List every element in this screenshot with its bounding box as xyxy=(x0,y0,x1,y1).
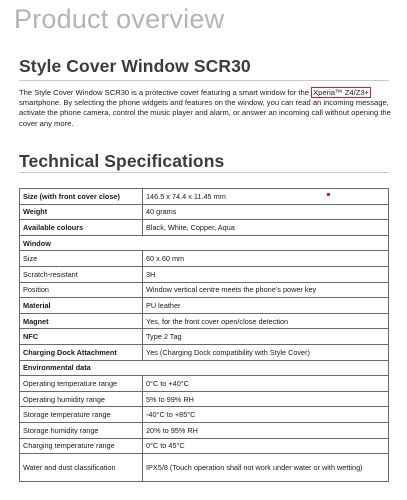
spec-value: Type 2 Tag xyxy=(143,329,389,345)
spec-key: Size xyxy=(20,251,143,267)
spec-key: Scratch-resistant xyxy=(20,266,143,282)
product-heading: Style Cover Window SCR30 xyxy=(19,56,251,76)
spec-key: Water and dust classification xyxy=(20,454,143,482)
spec-key: Position xyxy=(20,282,143,298)
product-description xyxy=(19,88,394,129)
spec-row xyxy=(20,313,389,329)
annotation-mark xyxy=(327,193,330,196)
spec-row xyxy=(20,329,389,345)
section-divider xyxy=(19,172,389,173)
spec-row xyxy=(20,376,389,392)
spec-heading: Technical Specifications xyxy=(19,151,225,171)
spec-key: Operating humidity range xyxy=(20,391,143,407)
highlighted-model: Xperia™ Z4/Z3+ xyxy=(313,88,369,97)
spec-value: 3H xyxy=(143,266,389,282)
spec-value: -40°C to +85°C xyxy=(143,407,389,423)
spec-key: NFC xyxy=(20,329,143,345)
spec-row xyxy=(20,344,389,360)
spec-key: Size (with front cover close) xyxy=(20,189,143,205)
spec-row xyxy=(20,391,389,407)
spec-row xyxy=(20,251,389,267)
spec-key: Charging temperature range xyxy=(20,438,143,454)
spec-section-row xyxy=(20,360,389,376)
spec-row xyxy=(20,298,389,314)
spec-value: Window vertical centre meets the phone’s power key xyxy=(143,282,389,298)
spec-value: IPX5/8 (Touch operation shall not work under water or with wetting) xyxy=(143,454,389,482)
spec-value: Black, White, Copper, Aqua xyxy=(143,220,389,236)
spec-row xyxy=(20,422,389,438)
description-text: The Style Cover Window SCR30 is a protective cover featuring a smart window for the xyxy=(19,88,312,97)
spec-key: Material xyxy=(20,298,143,314)
spec-row xyxy=(20,438,389,454)
spec-value: 5% to 99% RH xyxy=(143,391,389,407)
spec-row xyxy=(20,204,389,220)
spec-key: Magnet xyxy=(20,313,143,329)
spec-value: Yes, for the front cover open/close detection xyxy=(143,313,389,329)
section-divider xyxy=(19,80,389,81)
spec-key: Weight xyxy=(20,204,143,220)
spec-row xyxy=(20,454,389,482)
spec-key: Storage humidity range xyxy=(20,422,143,438)
spec-section-label: Window xyxy=(20,235,389,251)
spec-value: 0°C to +40°C xyxy=(143,376,389,392)
spec-key: Storage temperature range xyxy=(20,407,143,423)
spec-section-row xyxy=(20,235,389,251)
spec-row xyxy=(20,407,389,423)
spec-row xyxy=(20,266,389,282)
spec-row xyxy=(20,189,389,205)
spec-section-label: Environmental data xyxy=(20,360,389,376)
spec-value: 0°C to 45°C xyxy=(143,438,389,454)
spec-key: Operating temperature range xyxy=(20,376,143,392)
spec-key: Available colours xyxy=(20,220,143,236)
spec-row xyxy=(20,220,389,236)
description-text-continued: smartphone. By selecting the phone widgets and features on the window, you can read an incoming message, activate the phone camera, control the music player and alarm, or answer an incoming call without opening the cover any more. xyxy=(19,98,391,128)
spec-value: PU leather xyxy=(143,298,389,314)
spec-table xyxy=(19,188,389,482)
spec-value: 146.5 x 74.4 x 11.45 mm xyxy=(143,189,389,205)
spec-row xyxy=(20,282,389,298)
spec-key: Charging Dock Attachment xyxy=(20,344,143,360)
spec-value: 20% to 95% RH xyxy=(143,422,389,438)
spec-value: 40 grams xyxy=(143,204,389,220)
overview-title: Product overview xyxy=(14,4,225,34)
spec-value: 60 x 60 mm xyxy=(143,251,389,267)
spec-value: Yes (Charging Dock compatibility with Style Cover) xyxy=(143,344,389,360)
